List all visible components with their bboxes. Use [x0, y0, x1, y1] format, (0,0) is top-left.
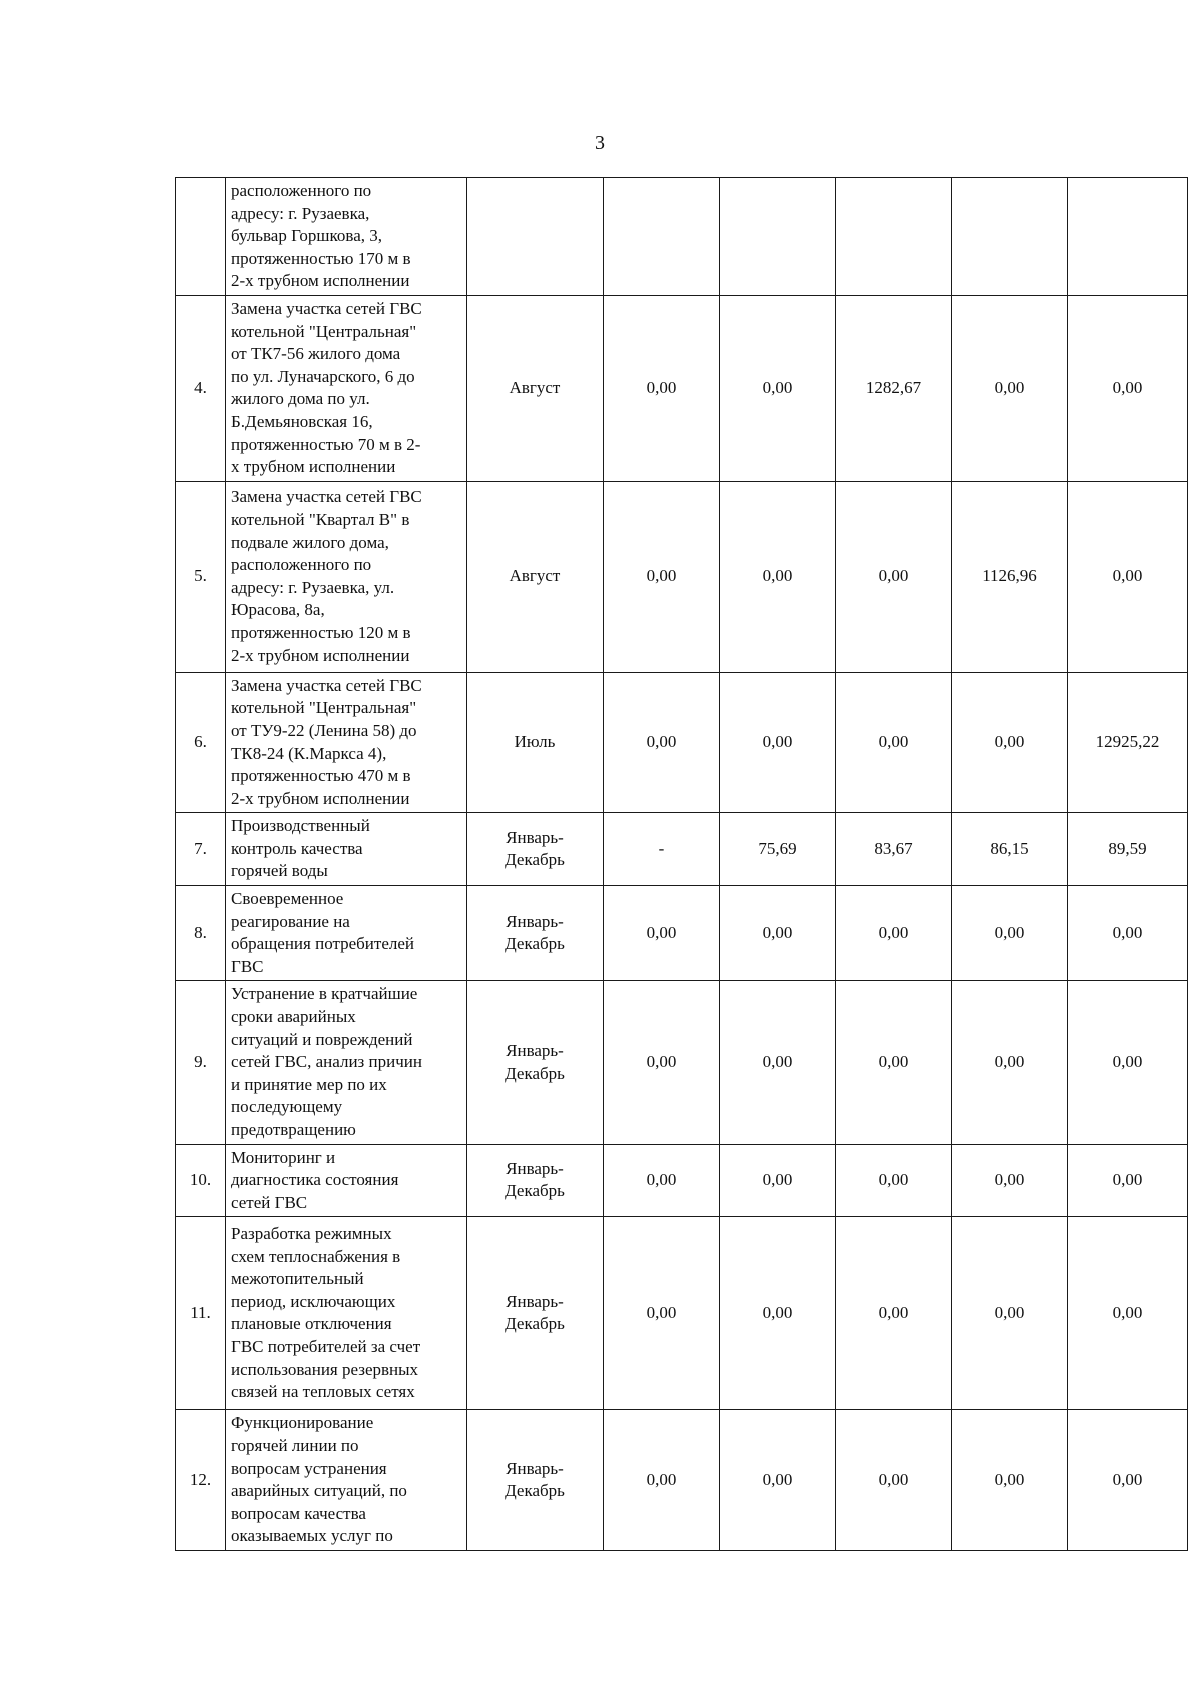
cost-value: 0,00: [720, 981, 836, 1144]
cost-value: 0,00: [604, 1217, 720, 1410]
cost-value: 86,15: [952, 813, 1068, 886]
cost-value: 0,00: [1068, 1217, 1188, 1410]
table-row: [176, 672, 1188, 813]
measure-period: Январь- Декабрь: [467, 1217, 604, 1410]
cost-value: 0,00: [604, 481, 720, 672]
cost-value: -: [604, 813, 720, 886]
measure-period: Июль: [467, 672, 604, 813]
cost-value: 0,00: [836, 1144, 952, 1217]
measure-description: Мониторинг и диагностика состояния сетей ГВС: [226, 1144, 467, 1217]
table-row: [176, 481, 1188, 672]
measure-description: Устранение в кратчайшие сроки аварийных ситуаций и повреждений сетей ГВС, анализ причин и принятие мер по их последующему предотвращению: [226, 981, 467, 1144]
cost-value: 0,00: [836, 981, 952, 1144]
measure-description: Своевременное реагирование на обращения потребителей ГВС: [226, 886, 467, 981]
measure-description: Функционирование горячей линии по вопросам устранения аварийных ситуаций, по вопросам качества оказываемых услуг по: [226, 1410, 467, 1551]
cost-value: [720, 178, 836, 296]
cost-value: 0,00: [836, 672, 952, 813]
row-number: 11.: [176, 1217, 226, 1410]
cost-value: 0,00: [1068, 886, 1188, 981]
cost-value: 1126,96: [952, 481, 1068, 672]
cost-value: 12925,22: [1068, 672, 1188, 813]
measure-description: Замена участка сетей ГВС котельной "Центральная" от ТК7-56 жилого дома по ул. Луначарского, 6 до жилого дома по ул. Б.Демьяновская 16, протяженностью 70 м в 2- х трубном исполнении: [226, 295, 467, 481]
cost-value: 75,69: [720, 813, 836, 886]
measure-period: Январь- Декабрь: [467, 1410, 604, 1551]
measure-period: Январь- Декабрь: [467, 981, 604, 1144]
cost-value: 0,00: [604, 1410, 720, 1551]
cost-value: 0,00: [720, 1217, 836, 1410]
cost-value: 0,00: [1068, 481, 1188, 672]
measure-period: [467, 178, 604, 296]
measure-period: Январь- Декабрь: [467, 813, 604, 886]
cost-value: 83,67: [836, 813, 952, 886]
cost-value: 0,00: [836, 481, 952, 672]
row-number: 7.: [176, 813, 226, 886]
cost-value: 0,00: [836, 886, 952, 981]
cost-value: 89,59: [1068, 813, 1188, 886]
row-number: 9.: [176, 981, 226, 1144]
cost-value: 0,00: [1068, 981, 1188, 1144]
measure-description: Замена участка сетей ГВС котельной "Квартал В" в подвале жилого дома, расположенного по адресу: г. Рузаевка, ул. Юрасова, 8а, протяженностью 120 м в 2-х трубном исполнении: [226, 481, 467, 672]
row-number: 6.: [176, 672, 226, 813]
measure-description: Производственный контроль качества горячей воды: [226, 813, 467, 886]
cost-value: [952, 178, 1068, 296]
cost-value: 0,00: [720, 672, 836, 813]
table-row: [176, 295, 1188, 481]
measure-period: Август: [467, 295, 604, 481]
table-row: [176, 1144, 1188, 1217]
table-row: [176, 813, 1188, 886]
cost-value: 0,00: [720, 481, 836, 672]
cost-value: 0,00: [952, 886, 1068, 981]
cost-value: 0,00: [952, 1410, 1068, 1551]
cost-value: 0,00: [952, 981, 1068, 1144]
cost-value: 0,00: [1068, 295, 1188, 481]
cost-value: [604, 178, 720, 296]
row-number: 10.: [176, 1144, 226, 1217]
cost-value: 0,00: [836, 1217, 952, 1410]
cost-value: 0,00: [604, 295, 720, 481]
row-number: 8.: [176, 886, 226, 981]
table-row: [176, 981, 1188, 1144]
cost-value: 0,00: [1068, 1410, 1188, 1551]
cost-value: [1068, 178, 1188, 296]
measure-period: Январь- Декабрь: [467, 886, 604, 981]
table-row: [176, 1410, 1188, 1551]
row-number: 5.: [176, 481, 226, 672]
cost-value: 0,00: [952, 1144, 1068, 1217]
cost-value: 0,00: [952, 672, 1068, 813]
cost-value: [836, 178, 952, 296]
row-number: 12.: [176, 1410, 226, 1551]
cost-value: 1282,67: [836, 295, 952, 481]
cost-value: 0,00: [720, 886, 836, 981]
row-number: 4.: [176, 295, 226, 481]
measure-description: расположенного по адресу: г. Рузаевка, бульвар Горшкова, 3, протяженностью 170 м в 2-х трубном исполнении: [226, 178, 467, 296]
cost-value: 0,00: [604, 981, 720, 1144]
cost-value: 0,00: [836, 1410, 952, 1551]
cost-value: 0,00: [720, 1144, 836, 1217]
table-row: [176, 886, 1188, 981]
measure-description: Замена участка сетей ГВС котельной "Центральная" от ТУ9-22 (Ленина 58) до ТК8-24 (К.Маркса 4), протяженностью 470 м в 2-х трубном исполнении: [226, 672, 467, 813]
cost-value: 0,00: [604, 1144, 720, 1217]
row-number: [176, 178, 226, 296]
page-number: 3: [595, 132, 605, 154]
cost-value: 0,00: [720, 295, 836, 481]
cost-value: 0,00: [604, 886, 720, 981]
cost-value: 0,00: [720, 1410, 836, 1551]
measure-period: Январь- Декабрь: [467, 1144, 604, 1217]
table-row: [176, 178, 1188, 296]
cost-value: 0,00: [604, 672, 720, 813]
cost-value: 0,00: [952, 1217, 1068, 1410]
cost-value: 0,00: [1068, 1144, 1188, 1217]
table-row: [176, 1217, 1188, 1410]
measure-description: Разработка режимных схем теплоснабжения в межотопительный период, исключающих плановые отключения ГВС потребителей за счет использования резервных связей на тепловых сетях: [226, 1217, 467, 1410]
measures-table: [175, 177, 1188, 1551]
measure-period: Август: [467, 481, 604, 672]
cost-value: 0,00: [952, 295, 1068, 481]
